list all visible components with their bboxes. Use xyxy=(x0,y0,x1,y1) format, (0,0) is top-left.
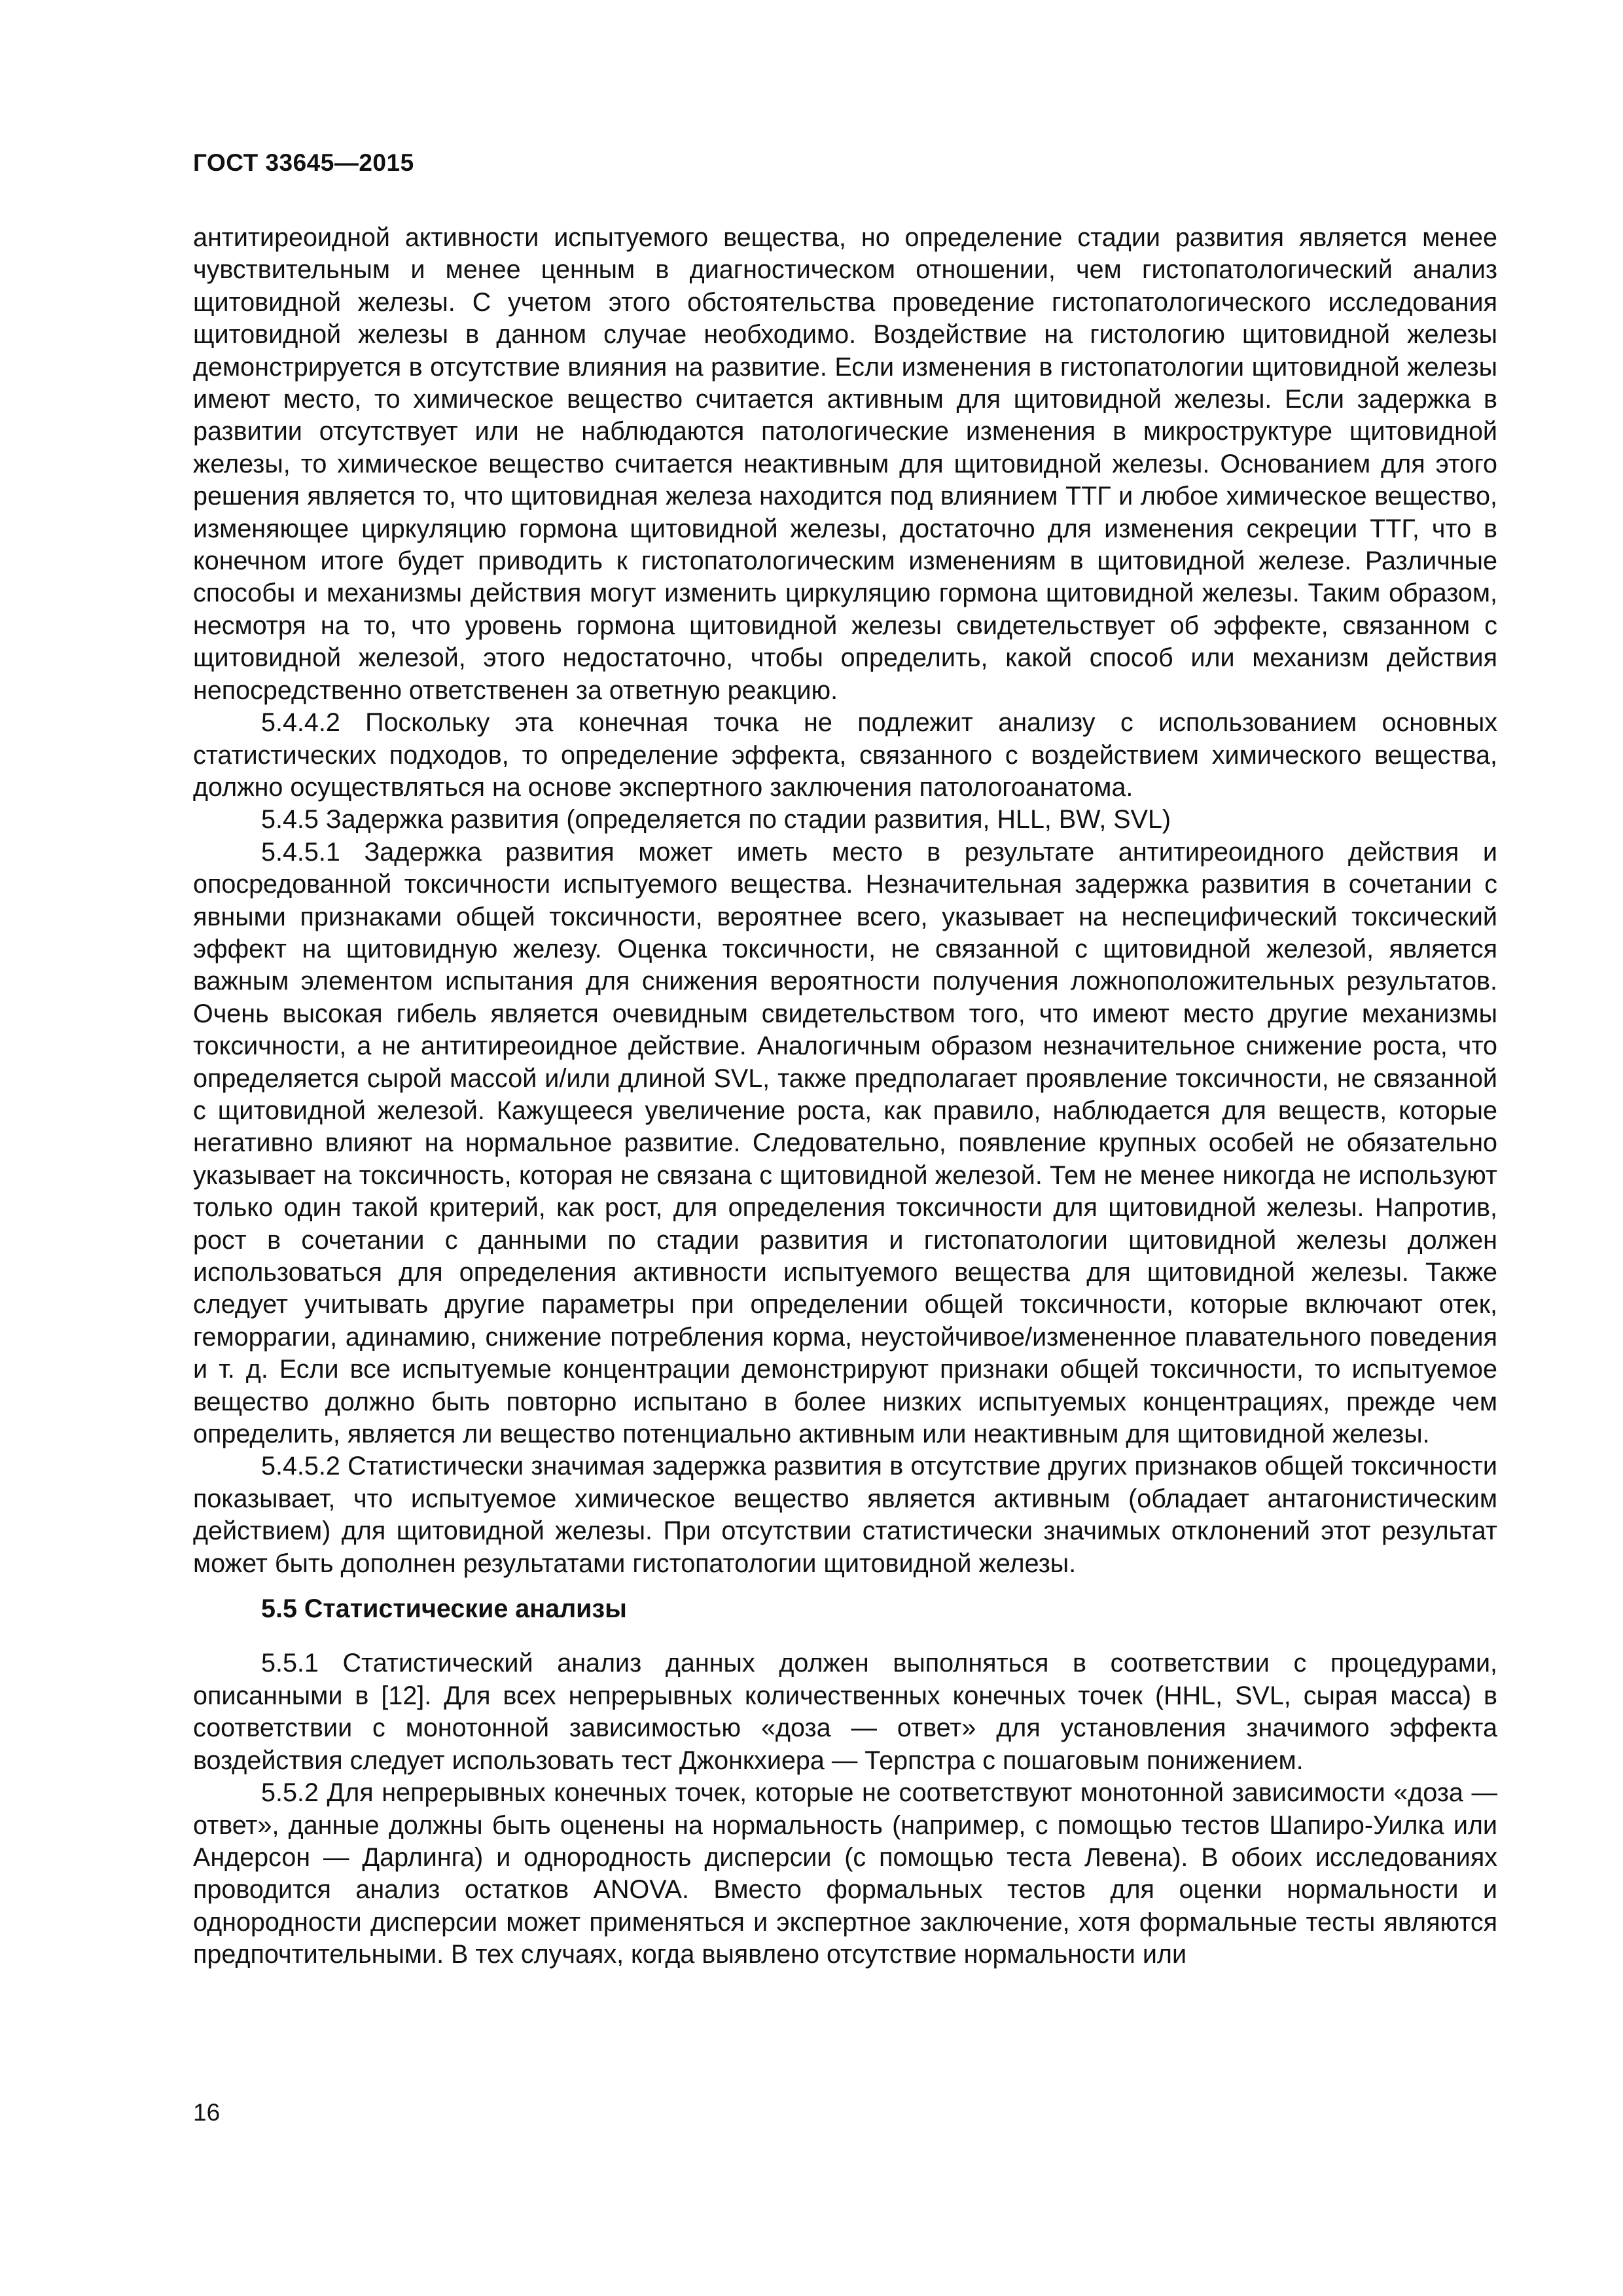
paragraph-5-4-5: 5.4.5 Задержка развития (определяется по стадии развития, HLL, BW, SVL) xyxy=(261,805,1171,834)
paragraph-5-4-5-2: 5.4.5.2 Статистически значимая задержка развития в отсутствие других признаков общей токсичности показывает, что испытуемое химическое вещество является активным (обладает антагонистическим действием) для щитовидной железы. При отсутствии статистически значимых отклонений этот результат может быть дополнен результатами гистопатологии щитовидной железы. xyxy=(193,1452,1497,1578)
paragraph-5-4-5-1: 5.4.5.1 Задержка развития может иметь место в результате антитиреоидного действия и опосредованной токсичности испытуемого вещества. Незначительная задержка развития в сочетании с явными признаками общей токсичности, вероятнее всего, указывает на неспецифический токсический эффект на щитовидную железу. Оценка токсичности, не связанной с щитовидной железой, является важным элементом испытания для снижения вероятности получения ложноположительных результатов. Очень высокая гибель является очевидным свидетельством того, что имеют место другие механизмы токсичности, а не антитиреоидное действие. Аналогичным образом незначительное снижение роста, что определяется сырой массой и/или длиной SVL, также предполагает проявление токсичности, не связанной с щитовидной железой. Кажущееся увеличение роста, как правило, наблюдается для веществ, которые негативно влияют на нормальное развитие. Следовательно, появление крупных особей не обязательно указывает на токсичность, которая не связана с щитовидной железой. Тем не менее никогда не используют только один такой критерий, как рост, для определения токсичности для щитовидной железы. Напротив, рост в сочетании с данными по стадии развития и гистопатологии щитовидной железы должен использоваться для определения активности испытуемого вещества для щитовидной железы. Также следует учитывать другие параметры при определении общей токсичности, которые включают отек, геморрагии, адинамию, снижение потребления корма, неустойчивое/измененное плавательного поведения и т. д. Если все испытуемые концентрации демонстрируют признаки общей токсичности, то испытуемое вещество должно быть повторно испытано в более низких испытуемых концентрациях, прежде чем определить, является ли вещество потенциально активным или неактивным для щитовидной железы. xyxy=(193,837,1497,1449)
paragraph-5-4-4-2: 5.4.4.2 Поскольку эта конечная точка не подлежит анализу с использованием основных статистических подходов, то определение эффекта, связанного с воздействием химического вещества, должно осуществляться на основе экспертного заключения патологоанатома. xyxy=(193,708,1497,802)
paragraph-continuation: антитиреоидной активности испытуемого вещества, но определение стадии развития является менее чувствительным и менее ценным в диагностическом отношении, чем гистопатологический анализ щитовидной железы. С учетом этого обстоятельства проведение гистопатологического исследования щитовидной железы в данном случае необходимо. Воздействие на гистологию щитовидной железы демонстрируется в отсутствие влияния на развитие. Если изменения в гистопатологии щитовидной железы имеют место, то химическое вещество считается активным для щитовидной железы. Если задержка в развитии отсутствует или не наблюдаются патологические изменения в микроструктуре щитовидной железы, то химическое вещество считается неактивным для щитовидной железы. Основанием для этого решения является то, что щитовидная железа находится под влиянием ТТГ и любое химическое вещество, изменяющее циркуляцию гормона щитовидной железы, достаточно для изменения секреции ТТГ, что в конечном итоге будет приводить к гистопатологическим изменениям в щитовидной железе. Различные способы и механизмы действия могут изменить циркуляцию гормона щитовидной железы. Таким образом, несмотря на то, что уровень гормона щитовидной железы свидетельствует об эффекте, связанном с щитовидной железой, этого недостаточно, чтобы определить, какой способ или механизм действия непосредственно ответственен за ответную реакцию. xyxy=(193,223,1497,705)
section-heading: 5.5 Статистические анализы xyxy=(261,1594,627,1624)
paragraph-5-5-2: 5.5.2 Для непрерывных конечных точек, которые не соответствуют монотонной зависимости «доза — ответ», данные должны быть оценены на нормальность (например, с помощью тестов Шапиро-Уилка или Андерсон — Дарлинга) и однородность дисперсии (с помощью теста Левена). В обоих исследованиях проводится анализ остатков ANOVA. Вместо формальных тестов для оценки нормальности и однородности дисперсии может применяться и экспертное заключение, хотя формальные тесты являются предпочтительными. В тех случаях, когда выявлено отсутствие нормальности или xyxy=(193,1778,1497,1969)
document-header: ГОСТ 33645—2015 xyxy=(193,149,414,176)
paragraph-5-5-1: 5.5.1 Статистический анализ данных должен выполняться в соответствии с процедурами, описанными в [12]. Для всех непрерывных количественных конечных точек (HHL, SVL, сырая масса) в соответствии с монотонной зависимостью «доза — ответ» для установления значимого эффекта воздействия следует использовать тест Джонкхиера — Терпстра с пошаговым понижением. xyxy=(193,1649,1497,1775)
body-text xyxy=(193,222,1497,1971)
page-number: 16 xyxy=(193,2099,221,2126)
